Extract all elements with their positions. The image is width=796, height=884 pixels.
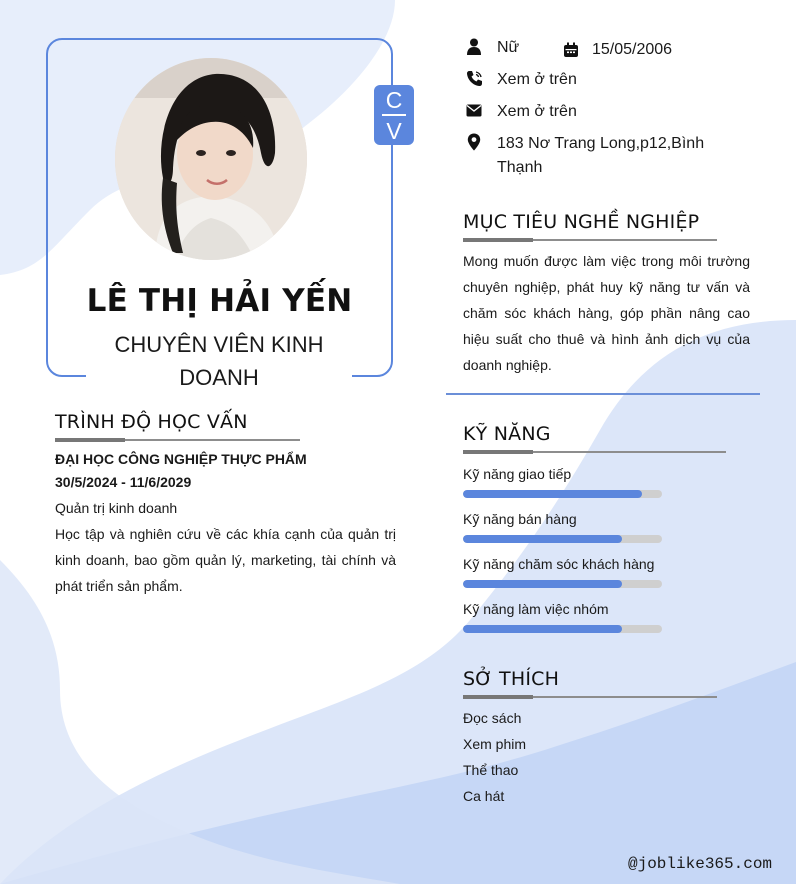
skill-bar-fill	[463, 535, 622, 543]
skills-heading-underline	[463, 451, 726, 453]
phone-text: Xem ở trên	[497, 71, 577, 88]
calendar-icon	[560, 39, 582, 61]
contact-email	[463, 100, 577, 124]
cv-badge	[374, 85, 414, 145]
education-description: Học tập và nghiên cứu về các khía cạnh của quản trị kinh doanh, bao gồm quản lý, marketing, tài chính và phát triển sản phẩm.	[55, 526, 396, 594]
skill-item	[463, 555, 662, 588]
contact-phone	[463, 68, 577, 92]
contact-address	[463, 132, 723, 180]
contact-gender	[463, 36, 519, 60]
skill-label: Kỹ năng làm việc nhóm	[463, 601, 609, 617]
skill-item	[463, 600, 662, 633]
education-major: Quản trị kinh doanh	[55, 500, 178, 516]
person-icon	[463, 35, 485, 57]
objective-heading-underline	[463, 239, 717, 241]
phone-icon	[463, 67, 485, 89]
hobby-item: Ca hát	[463, 788, 505, 804]
skill-bar-fill	[463, 625, 622, 633]
candidate-name: LÊ THỊ HẢI YẾN	[86, 283, 353, 319]
skill-label: Kỹ năng chăm sóc khách hàng	[463, 556, 655, 572]
cv-badge-v: V	[386, 117, 402, 144]
education-school: ĐẠI HỌC CÔNG NGHIỆP THỰC PHẨM	[55, 451, 307, 467]
skill-label: Kỹ năng giao tiếp	[463, 466, 572, 482]
cv-badge-separator	[382, 114, 406, 116]
hobby-item: Xem phim	[463, 736, 527, 752]
portrait-photo-icon	[115, 58, 307, 260]
cv-badge-c: C	[385, 86, 403, 113]
section-divider	[446, 393, 760, 395]
address-text: 183 Nơ Trang Long,p12,Bình Thạnh	[497, 135, 705, 176]
skill-label: Kỹ năng bán hàng	[463, 511, 577, 527]
skill-bar	[463, 625, 662, 633]
underline-accent	[463, 238, 533, 242]
skill-bar-fill	[463, 580, 622, 588]
avatar	[115, 58, 307, 260]
hobby-item: Thể thao	[463, 762, 519, 778]
skill-item	[463, 510, 662, 543]
mail-icon	[463, 99, 485, 121]
skill-bar	[463, 580, 662, 588]
skill-bar	[463, 535, 662, 543]
underline-accent	[463, 695, 533, 699]
email-text: Xem ở trên	[497, 103, 577, 120]
education-dates: 30/5/2024 - 11/6/2029	[55, 474, 192, 490]
location-pin-icon	[463, 131, 485, 153]
watermark: @joblike365.com	[628, 855, 773, 873]
skill-bar-fill	[463, 490, 642, 498]
skill-item	[463, 465, 662, 498]
contact-birthday	[560, 38, 672, 62]
objective-heading: MỤC TIÊU NGHỀ NGHIỆP	[463, 211, 700, 233]
education-heading-underline	[55, 439, 300, 441]
underline-accent	[55, 438, 125, 442]
underline-accent	[463, 450, 533, 454]
education-heading: TRÌNH ĐỘ HỌC VẤN	[55, 411, 248, 433]
skill-bar	[463, 490, 662, 498]
skills-heading: KỸ NĂNG	[463, 423, 551, 445]
hobby-item: Đọc sách	[463, 710, 522, 726]
gender-text: Nữ	[497, 39, 520, 56]
hobbies-heading-underline	[463, 696, 717, 698]
objective-text: Mong muốn được làm việc trong môi trường chuyên nghiệp, phát huy kỹ năng tư vấn và chăm sóc khách hàng, góp phần nâng cao hiệu suất cho thuê và hình ảnh dịch vụ của doanh nghiệp.	[463, 253, 750, 373]
birthday-text: 15/05/2006	[592, 41, 673, 58]
hobbies-heading: SỞ THÍCH	[463, 668, 560, 690]
job-title: CHUYÊN VIÊN KINH DOANH	[114, 332, 324, 390]
